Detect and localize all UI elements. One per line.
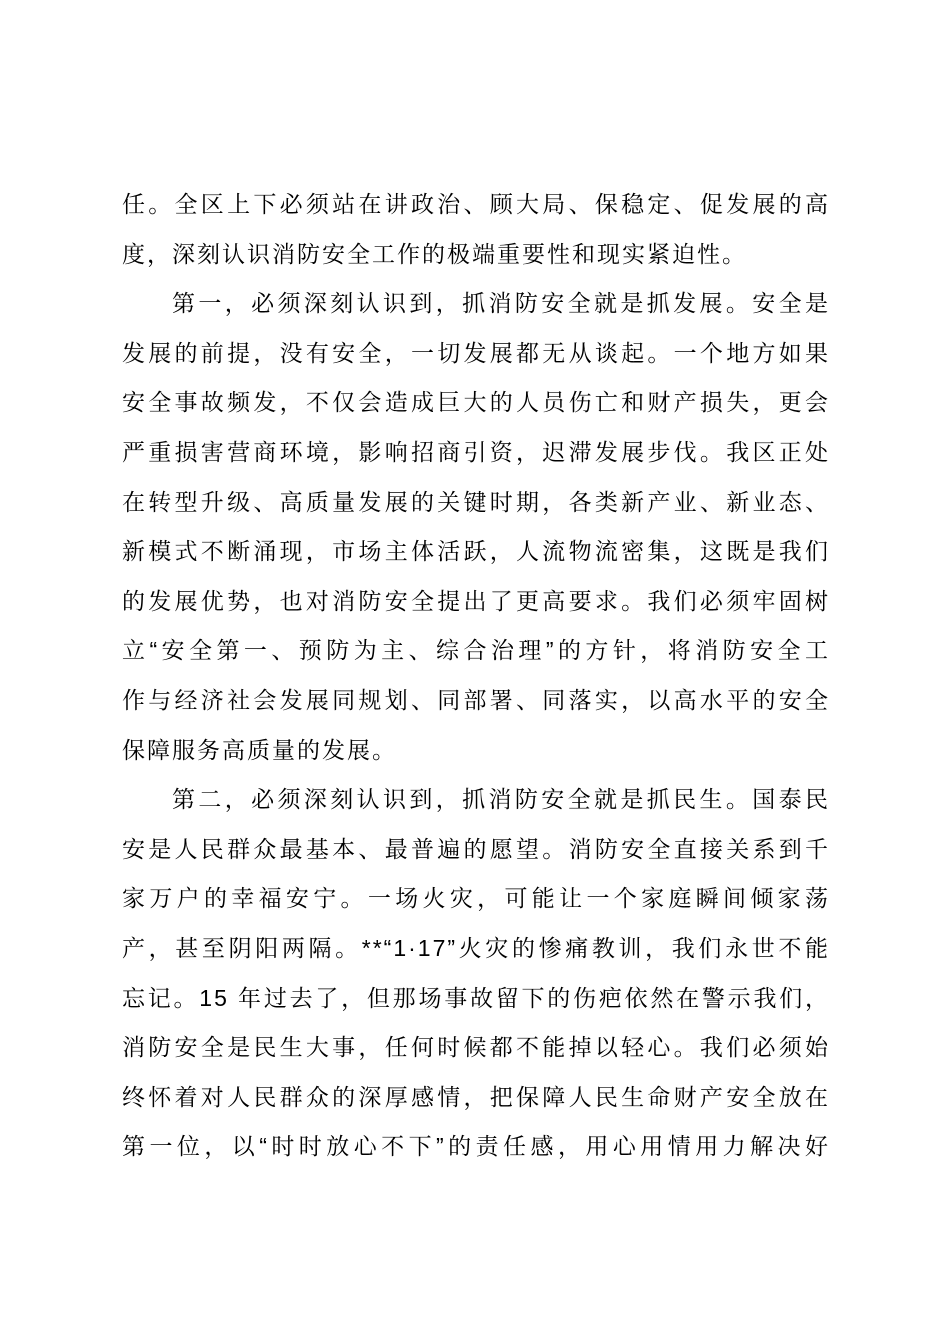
text-line: 安是人民群众最基本、最普遍的愿望。消防安全直接关系到千 (122, 835, 830, 862)
text-line: 安全事故频发，不仅会造成巨大的人员伤亡和财产损失，更会 (122, 389, 830, 416)
text-line: 保障服务高质量的发展。 (122, 736, 397, 763)
text-line: 新模式不断涌现，市场主体活跃，人流物流密集，这既是我们 (122, 538, 830, 565)
text-line: 任。全区上下必须站在讲政治、顾大局、保稳定、促发展的高 (122, 191, 830, 217)
document-body (122, 180, 830, 1172)
text-line: 作与经济社会发展同规划、同部署、同落实，以高水平的安全 (122, 686, 830, 713)
text-line: 在转型升级、高质量发展的关键时期，各类新产业、新业态、 (122, 488, 830, 515)
text-line: 产，甚至阴阳两隔。**“1·17”火灾的惨痛教训，我们永世不能 (122, 934, 830, 961)
text-line: 的发展优势，也对消防安全提出了更高要求。我们必须牢固树 (122, 587, 830, 614)
text-line: 发展的前提，没有安全，一切发展都无从谈起。一个地方如果 (122, 339, 830, 366)
text-line: 忘记。15 年过去了，但那场事故留下的伤疤依然在警示我们， (122, 984, 830, 1011)
text-line: 第一位，以“时时放心不下”的责任感，用心用情用力解决好 (122, 1133, 830, 1160)
text-line: 家万户的幸福安宁。一场火灾，可能让一个家庭瞬间倾家荡 (122, 885, 830, 912)
text-line: 消防安全是民生大事，任何时候都不能掉以轻心。我们必须始 (122, 1034, 830, 1061)
text-line: 度，深刻认识消防安全工作的极端重要性和现实紧迫性。 (122, 240, 747, 267)
text-line: 立“安全第一、预防为主、综合治理”的方针，将消防安全工 (122, 637, 830, 664)
text-line: 终怀着对人民群众的深厚感情，把保障人民生命财产安全放在 (122, 1083, 830, 1110)
text-line: 第一，必须深刻认识到，抓消防安全就是抓发展。安全是 (172, 290, 830, 317)
text-line: 严重损害营商环境，影响招商引资，迟滞发展步伐。我区正处 (122, 438, 830, 465)
text-line: 第二，必须深刻认识到，抓消防安全就是抓民生。国泰民 (172, 786, 830, 813)
